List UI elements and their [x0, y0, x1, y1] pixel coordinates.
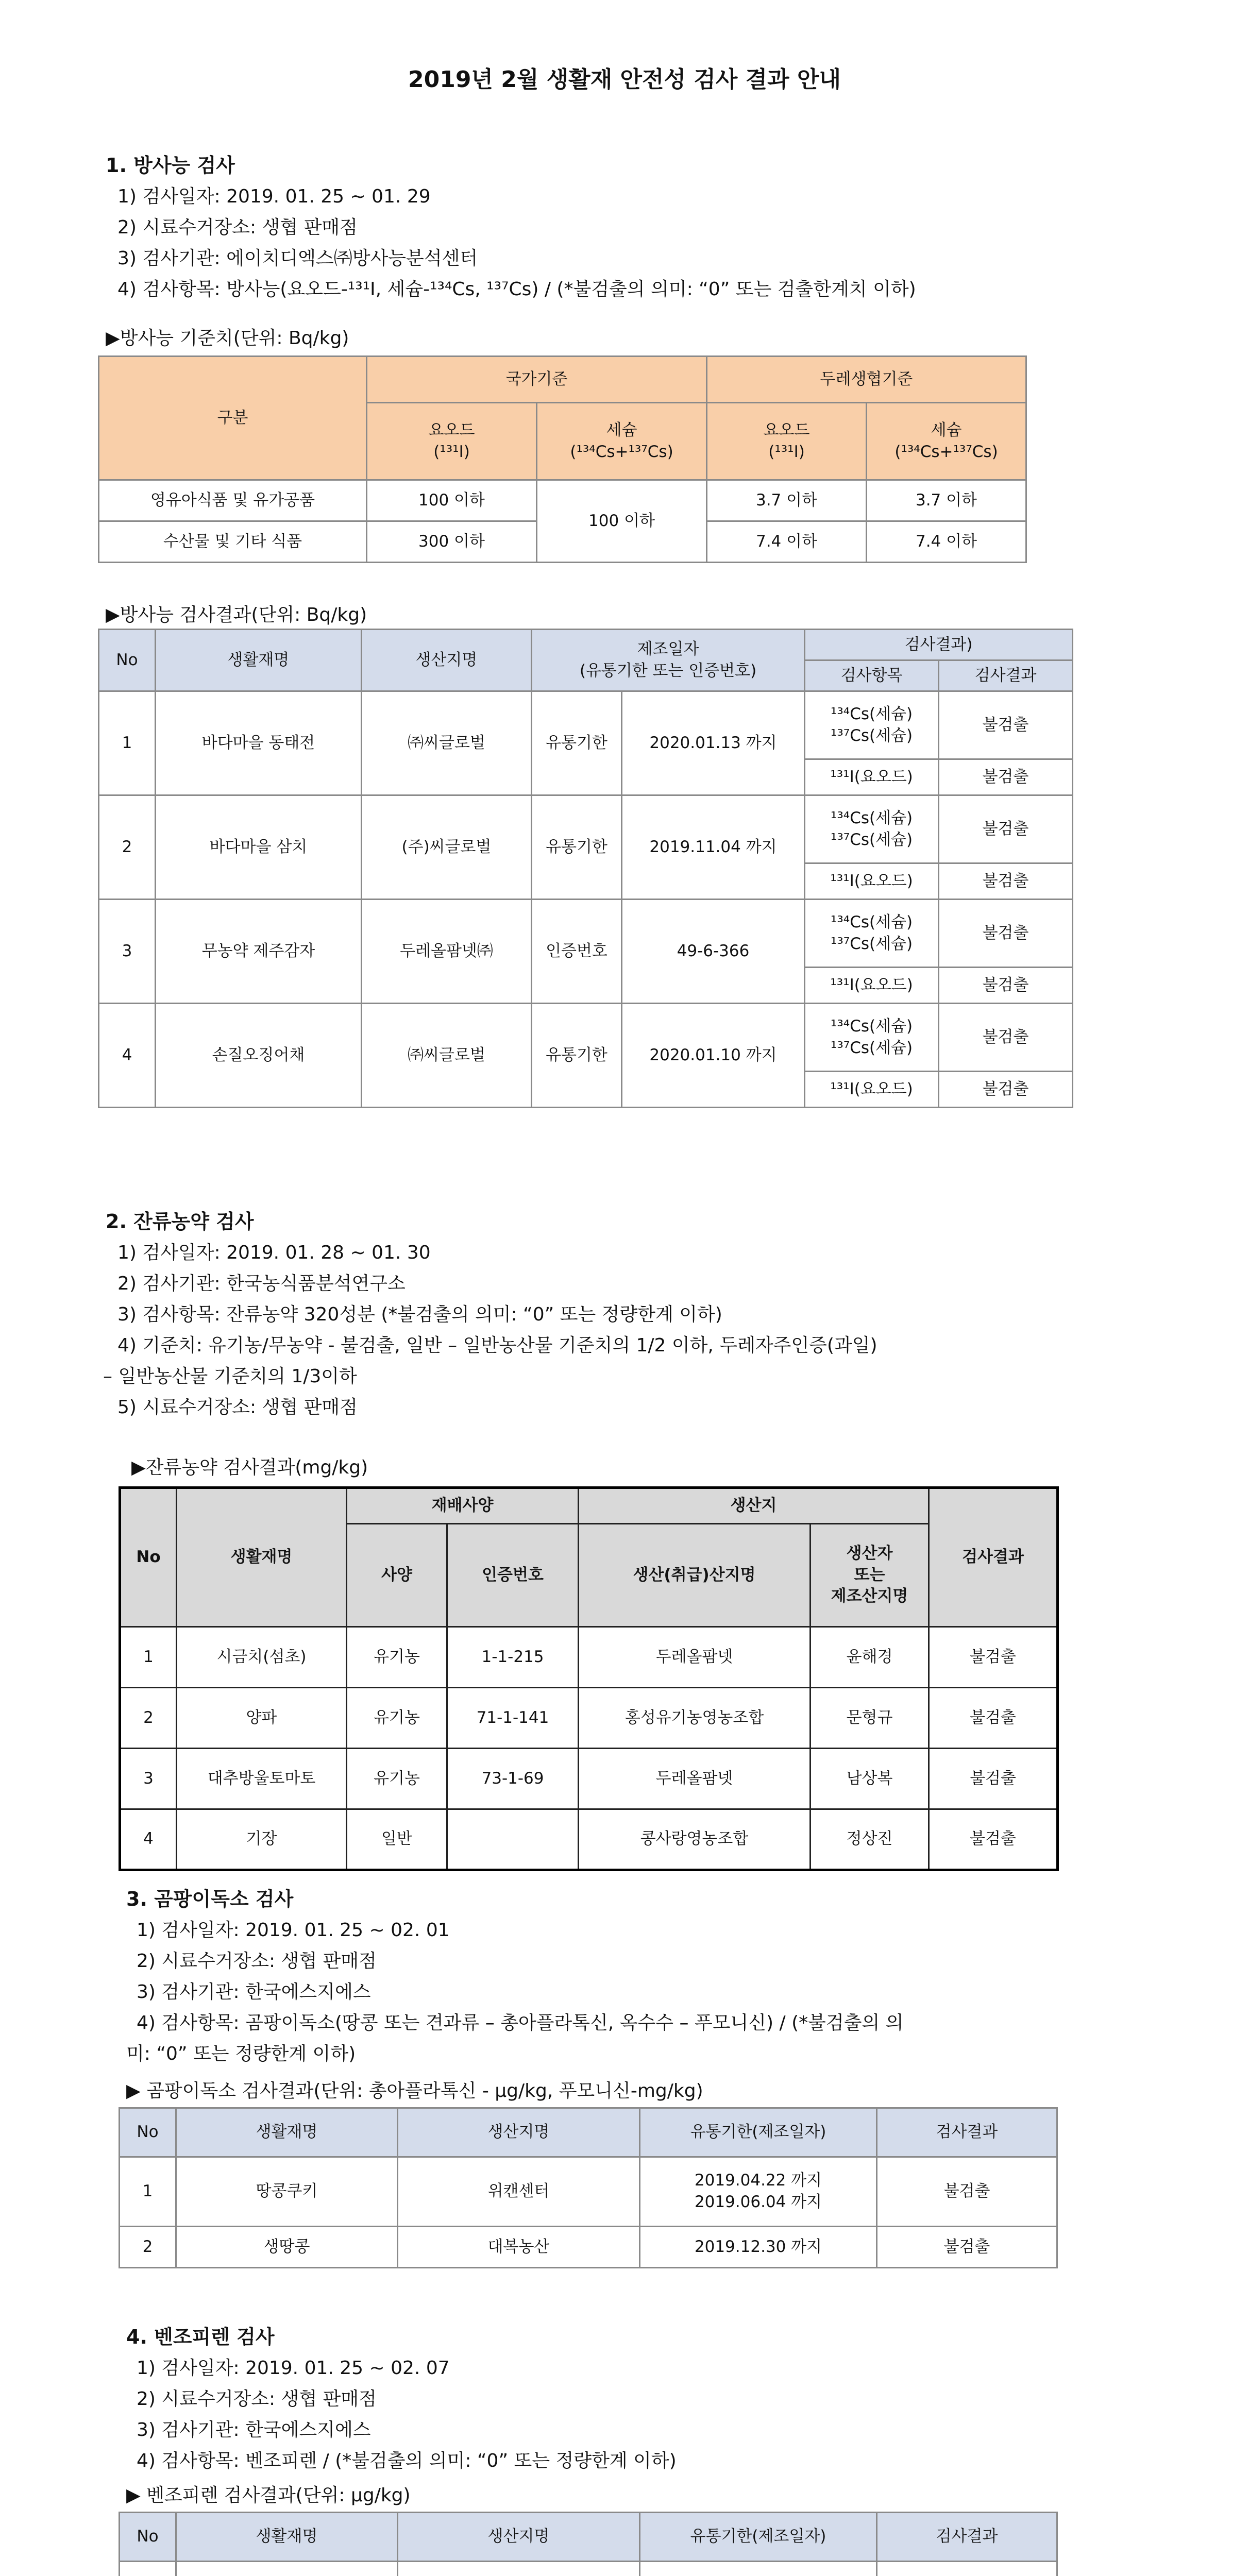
cell: 홍성유기농영농조합 — [579, 1688, 811, 1749]
col-no: No — [99, 630, 156, 691]
isotope: (¹³⁴Cs+¹³⁷Cs) — [894, 442, 998, 461]
col-name: 생활재명 — [177, 1488, 347, 1627]
cell: 대추방울토마토 — [177, 1749, 347, 1809]
col-cultivation: 재배사양 — [347, 1488, 579, 1524]
mycotoxin-table — [119, 2107, 1058, 2268]
col-no: No — [120, 2513, 176, 2562]
table-row — [99, 480, 1026, 521]
cell: 바다마을 삼치 — [156, 795, 362, 900]
cell: 대복농산 — [398, 2227, 640, 2268]
table-row — [120, 1809, 1058, 1870]
col-origin: 생산지명 — [398, 2108, 640, 2157]
cell: 2 — [120, 1688, 177, 1749]
col-origin: 생산지명 — [362, 630, 532, 691]
col-result: 검사결과 — [939, 660, 1073, 691]
col-result: 검사결과 — [877, 2108, 1057, 2157]
section-2-line: 2) 검사기관: 한국농식품분석연구소 — [117, 1273, 406, 1294]
cell: 불검출 — [939, 863, 1073, 900]
cell: ¹³¹I(요오드) — [805, 1072, 939, 1108]
cell — [805, 1004, 939, 1072]
section-3-line: 2) 시료수거장소: 생협 판매점 — [137, 1951, 377, 1972]
mycotoxin-caption: ▶ 곰팡이독소 검사결과(단위: 총아플라톡신 - μg/kg, 푸모니신-mg/kg) — [126, 2080, 703, 2102]
cell: 4 — [120, 1809, 177, 1870]
table-row — [120, 1688, 1058, 1749]
cell — [640, 2157, 877, 2227]
radiation-standard-table — [98, 355, 1027, 563]
section-3-details — [137, 1915, 904, 2039]
table-row — [120, 1749, 1058, 1809]
col-producer — [811, 1524, 929, 1627]
label: 제조산지명 — [831, 1587, 908, 1606]
cell: 불검출 — [939, 900, 1073, 968]
col-no: No — [120, 2108, 176, 2157]
cell: 불검출 — [929, 1809, 1058, 1870]
table-row — [99, 795, 1073, 863]
cell: 불검출 — [939, 759, 1073, 795]
cell: 바다마을 동태전 — [156, 691, 362, 795]
section-2-line: 1) 검사일자: 2019. 01. 28 ~ 01. 30 — [117, 1242, 431, 1263]
col-name: 생활재명 — [176, 2513, 398, 2562]
cell: ¹³¹I(요오드) — [805, 863, 939, 900]
cell: 71-1-141 — [447, 1688, 579, 1749]
col-national-standard: 국가기준 — [367, 357, 707, 403]
cell: 100 이하 — [367, 480, 537, 521]
section-2-line: – 일반농산물 기준치의 1/3이하 — [103, 1366, 357, 1387]
radiation-result-caption: ▶방사능 검사결과(단위: Bq/kg) — [106, 604, 367, 625]
cell: ¹³¹I(요오드) — [805, 759, 939, 795]
col-iodine — [367, 403, 537, 480]
sublabel: (유통기한 또는 인증번호) — [579, 661, 757, 680]
cell: 인증번호 — [532, 900, 622, 1004]
section-4-line: 3) 검사기관: 한국에스지에스 — [137, 2419, 371, 2441]
cell: 2019.12.30 까지 — [640, 2227, 877, 2268]
cell — [120, 2562, 176, 2576]
col-cesium — [537, 403, 707, 480]
label: 요오드 — [428, 420, 475, 439]
cesium-137: ¹³⁷Cs(세슘) — [830, 934, 913, 953]
cell: 유통기한 — [532, 1004, 622, 1108]
cell: 콩사랑영농조합 — [579, 1809, 811, 1870]
cell: 2020.01.10 까지 — [622, 1004, 805, 1108]
cell: 2 — [99, 795, 156, 900]
cell: 유통기한 — [532, 691, 622, 795]
pesticide-caption: ▶잔류농약 검사결과(mg/kg) — [131, 1457, 368, 1478]
pesticide-table — [119, 1486, 1059, 1871]
cell: 불검출 — [939, 1004, 1073, 1072]
col-manufacture-date — [532, 630, 805, 691]
cell: 무농약 제주감자 — [156, 900, 362, 1004]
section-1-heading: 1. 방사능 검사 — [106, 154, 235, 177]
cell: 생땅콩 — [176, 2227, 398, 2268]
label: 세슘 — [606, 420, 637, 439]
cell: (주)씨글로벌 — [362, 795, 532, 900]
cell: 정상진 — [811, 1809, 929, 1870]
label: 제조일자 — [637, 639, 699, 658]
cell — [805, 900, 939, 968]
col-result: 검사결과 — [877, 2513, 1057, 2562]
cell — [447, 1809, 579, 1870]
cell: 윤해경 — [811, 1627, 929, 1688]
cesium-134: ¹³⁴Cs(세슘) — [830, 1016, 913, 1036]
cell: 두레올팜넷㈜ — [362, 900, 532, 1004]
cell: 유기농 — [347, 1688, 447, 1749]
section-4-line: 2) 시료수거장소: 생협 판매점 — [137, 2388, 377, 2410]
cell: 유기농 — [347, 1627, 447, 1688]
section-1-details — [117, 181, 916, 305]
col-name: 생활재명 — [156, 630, 362, 691]
cell: 7.4 이하 — [867, 521, 1026, 563]
date: 2019.04.22 까지 — [694, 2171, 822, 2190]
cell: ㈜씨글로벌 — [362, 691, 532, 795]
cell — [805, 795, 939, 863]
section-4-heading: 4. 벤조피렌 검사 — [126, 2326, 275, 2348]
section-1-line: 4) 검사항목: 방사능(요오드-¹³¹I, 세슘-¹³⁴Cs, ¹³⁷Cs) / (*불검출의 의미: “0” 또는 검출한계치 이하) — [117, 279, 916, 300]
cell: 불검출 — [939, 968, 1073, 1004]
cell: 7.4 이하 — [707, 521, 867, 563]
cell: 49-6-366 — [622, 900, 805, 1004]
section-1-line: 2) 시료수거장소: 생협 판매점 — [117, 217, 358, 238]
cell: 땅콩쿠키 — [176, 2157, 398, 2227]
section-3-line: 미: “0” 또는 정량한계 이하) — [126, 2043, 356, 2064]
cell: 불검출 — [929, 1749, 1058, 1809]
cesium-137: ¹³⁷Cs(세슘) — [830, 726, 913, 745]
col-test-result: 검사결과) — [805, 630, 1073, 660]
col-date: 유통기한(제조일자) — [640, 2108, 877, 2157]
table-row — [120, 2562, 1057, 2576]
section-3-heading: 3. 곰팡이독소 검사 — [126, 1888, 294, 1910]
table-row — [120, 2157, 1057, 2227]
cell: 300 이하 — [367, 521, 537, 563]
table-row — [99, 900, 1073, 968]
benzopyrene-table — [119, 2512, 1058, 2576]
col-result: 검사결과 — [929, 1488, 1058, 1627]
cell — [640, 2562, 877, 2576]
cesium-134: ¹³⁴Cs(세슘) — [830, 912, 913, 931]
cell: 손질오징어채 — [156, 1004, 362, 1108]
cell: 1 — [99, 691, 156, 795]
cell: 4 — [99, 1004, 156, 1108]
table-row — [99, 1004, 1073, 1072]
col-date: 유통기한(제조일자) — [640, 2513, 877, 2562]
isotope: (¹³¹I) — [433, 442, 470, 461]
cell: 일반 — [347, 1809, 447, 1870]
isotope: (¹³¹I) — [768, 442, 805, 461]
col-category: 구분 — [99, 357, 367, 480]
table-row — [120, 1627, 1058, 1688]
cell: 남상복 — [811, 1749, 929, 1809]
section-4-details — [137, 2353, 677, 2477]
label: 생산자 — [846, 1544, 893, 1563]
col-place: 생산(취급)산지명 — [579, 1524, 811, 1627]
cesium-134: ¹³⁴Cs(세슘) — [830, 704, 913, 723]
section-2-line: 4) 기준치: 유기농/무농약 - 불검출, 일반 – 일반농산물 기준치의 1/2 이하, 두레자주인증(과일) — [117, 1335, 877, 1356]
radiation-result-table — [98, 629, 1073, 1108]
col-spec: 사양 — [347, 1524, 447, 1627]
col-region: 생산지 — [579, 1488, 929, 1524]
table-row — [99, 691, 1073, 759]
section-3-line: 1) 검사일자: 2019. 01. 25 ~ 02. 01 — [137, 1920, 450, 1941]
isotope: (¹³⁴Cs+¹³⁷Cs) — [570, 442, 673, 461]
cell: 불검출 — [939, 691, 1073, 759]
col-cert: 인증번호 — [447, 1524, 579, 1627]
cell: 시금치(섬초) — [177, 1627, 347, 1688]
cell: 1 — [120, 2157, 176, 2227]
section-1-line: 1) 검사일자: 2019. 01. 25 ~ 01. 29 — [117, 186, 431, 207]
cell: 불검출 — [929, 1688, 1058, 1749]
section-1-line: 3) 검사기관: 에이치디엑스㈜방사능분석센터 — [117, 248, 478, 269]
section-3-line: 4) 검사항목: 곰팡이독소(땅콩 또는 견과류 – 총아플라톡신, 옥수수 – 푸모니신) / (*불검출의 의 — [137, 2012, 904, 2033]
col-no: No — [120, 1488, 177, 1627]
cell: 위캔센터 — [398, 2157, 640, 2227]
page-title: 2019년 2월 생활재 안전성 검사 결과 안내 — [408, 66, 841, 93]
cell: ¹³¹I(요오드) — [805, 968, 939, 1004]
cesium-137: ¹³⁷Cs(세슘) — [830, 1038, 913, 1057]
cell: 73-1-69 — [447, 1749, 579, 1809]
section-4-line: 4) 검사항목: 벤조피렌 / (*불검출의 의미: “0” 또는 정량한계 이하) — [137, 2450, 677, 2471]
cell: 2020.01.13 까지 — [622, 691, 805, 795]
cell: 문형규 — [811, 1688, 929, 1749]
section-2-details — [117, 1238, 877, 1361]
cell — [176, 2562, 398, 2576]
col-dure-standard: 두레생협기준 — [707, 357, 1026, 403]
date: 2019.06.04 까지 — [694, 2193, 822, 2211]
cell: 기장 — [177, 1809, 347, 1870]
cell — [877, 2562, 1057, 2576]
cell: 불검출 — [939, 1072, 1073, 1108]
cell: 양파 — [177, 1688, 347, 1749]
cesium-137: ¹³⁷Cs(세슘) — [830, 830, 913, 849]
cell: 3.7 이하 — [707, 480, 867, 521]
cell: 1-1-215 — [447, 1627, 579, 1688]
cell: 두레올팜넷 — [579, 1627, 811, 1688]
cell: ㈜씨글로벌 — [362, 1004, 532, 1108]
cell: 불검출 — [877, 2157, 1057, 2227]
col-name: 생활재명 — [176, 2108, 398, 2157]
cell: 불검출 — [939, 795, 1073, 863]
section-2-heading: 2. 잔류농약 검사 — [106, 1210, 254, 1233]
table-row — [120, 2227, 1057, 2268]
benzopyrene-caption: ▶ 벤조피렌 검사결과(단위: μg/kg) — [126, 2485, 411, 2506]
cell: 2 — [120, 2227, 176, 2268]
cell: 100 이하 — [537, 480, 707, 563]
label: 또는 — [854, 1565, 885, 1584]
cell: 3 — [120, 1749, 177, 1809]
cell: 3 — [99, 900, 156, 1004]
col-cesium — [867, 403, 1026, 480]
cell: 3.7 이하 — [867, 480, 1026, 521]
radiation-standard-caption: ▶방사능 기준치(단위: Bq/kg) — [106, 328, 349, 349]
label: 세슘 — [931, 420, 962, 439]
section-2-line: 3) 검사항목: 잔류농약 320성분 (*불검출의 의미: “0” 또는 정량한계 이하) — [117, 1304, 722, 1325]
cell: 유통기한 — [532, 795, 622, 900]
cell: 유기농 — [347, 1749, 447, 1809]
section-2-line: 5) 시료수거장소: 생협 판매점 — [117, 1397, 358, 1418]
section-4-line: 1) 검사일자: 2019. 01. 25 ~ 02. 07 — [137, 2358, 450, 2379]
cell: 영유아식품 및 유가공품 — [99, 480, 367, 521]
section-3-line: 3) 검사기관: 한국에스지에스 — [137, 1981, 371, 2003]
cell: 1 — [120, 1627, 177, 1688]
col-test-item: 검사항목 — [805, 660, 939, 691]
cell — [398, 2562, 640, 2576]
label: 요오드 — [763, 420, 810, 439]
cell: 두레올팜넷 — [579, 1749, 811, 1809]
cell — [805, 691, 939, 759]
col-iodine — [707, 403, 867, 480]
col-origin: 생산지명 — [398, 2513, 640, 2562]
cell: 수산물 및 기타 식품 — [99, 521, 367, 563]
cell: 2019.11.04 까지 — [622, 795, 805, 900]
cesium-134: ¹³⁴Cs(세슘) — [830, 808, 913, 827]
cell: 불검출 — [929, 1627, 1058, 1688]
cell: 불검출 — [877, 2227, 1057, 2268]
